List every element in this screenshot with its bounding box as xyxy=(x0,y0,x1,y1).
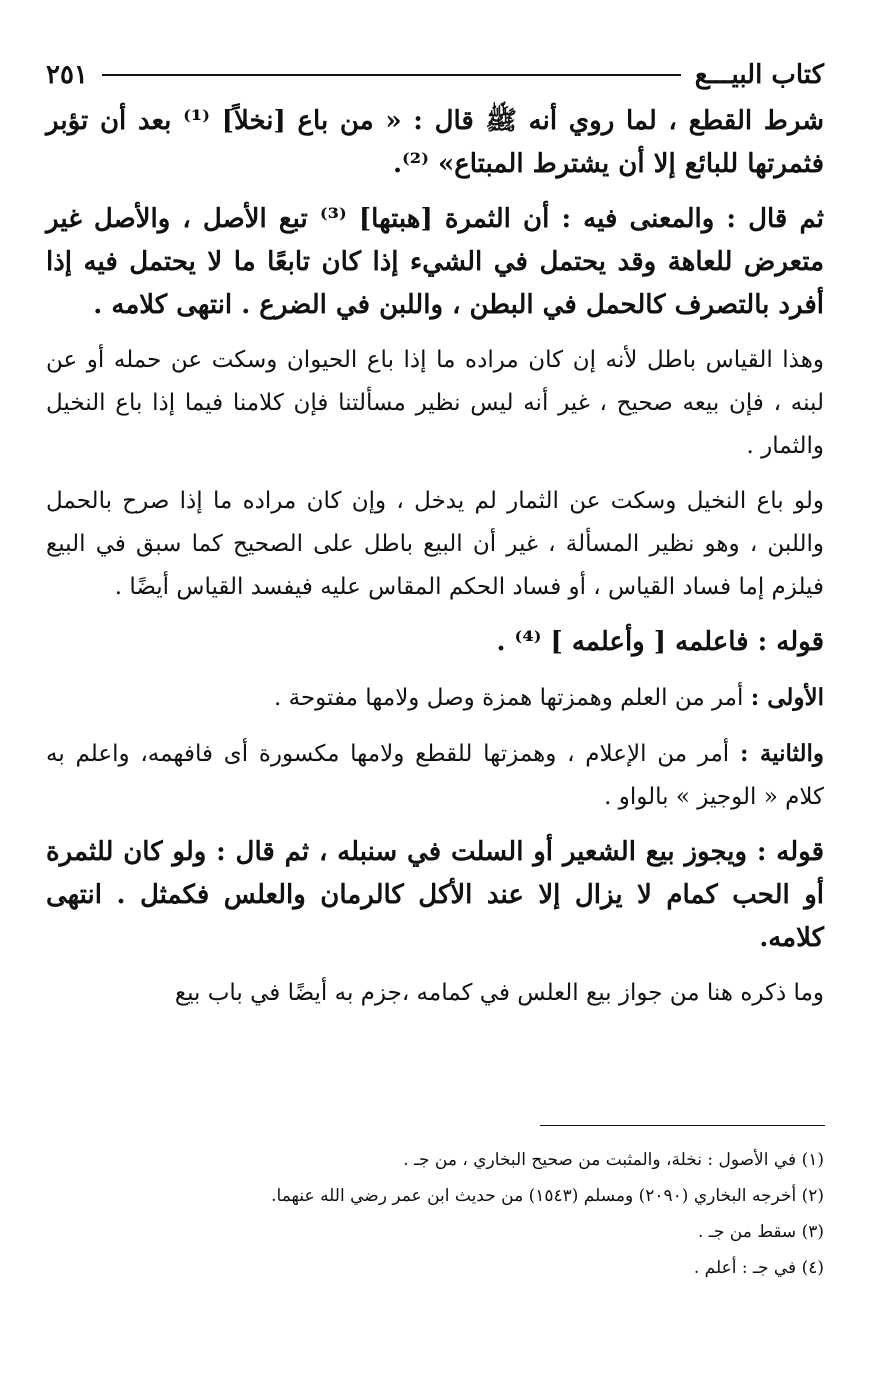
book-page xyxy=(46,52,824,1027)
paragraph-4: ولو باع النخيل وسكت عن الثمار لم يدخل ، وإن كان مراده ما إذا صرح بالحمل واللبن ، وهو نظير المسألة ، غير أن البيع باطل على الصحيح كما سبق في البيع فيلزم إما فساد القياس ، أو فساد الحكم المقاس عليه فيفسد القياس أيضًا . xyxy=(46,488,824,600)
term-label: الأولى : xyxy=(750,684,824,711)
chapter-title: كتاب البيـــع xyxy=(694,60,824,90)
page-number: ٢٥١ xyxy=(46,60,88,90)
paragraph-7: والثانية : أمر من الإعلام ، وهمزتها للقطع ولامها مكسورة أى فافهمه، واعلم به كلام « الوجيز » بالواو . xyxy=(46,740,825,810)
paragraph-1: شرط القطع ، لما روي أنه ﷺ قال : « من باع [نخلاً] ⁽¹⁾ بعد أن تؤبر فثمرتها للبائع إلا أن يشترط المبتاع» ⁽²⁾. xyxy=(46,106,824,179)
paragraph-6: الأولى : أمر من العلم وهمزتها همزة وصل ولامها مفتوحة . xyxy=(274,684,824,711)
paragraph-8: قوله : ويجوز بيع الشعير أو السلت في سنبله ، ثم قال : ولو كان للثمرة أو الحب كمام لا يزال إلا عند الأكل كالرمان والعلس فكمثل . انتهى كلامه. xyxy=(46,837,824,953)
footnote-4: (٤) في جـ : أعلم . xyxy=(693,1258,824,1278)
term-label: والثانية : xyxy=(739,740,825,767)
running-header xyxy=(46,52,824,98)
footnote-2: (٢) أخرجه البخاري (٢٠٩٠) ومسلم (١٥٤٣) من حديث ابن عمر رضي الله عنهما. xyxy=(271,1186,824,1206)
paragraph-3: وهذا القياس باطل لأنه إن كان مراده ما إذا باع الحيوان وسكت عن حمله أو عن لبنه ، فإن بيعه صحيح ، غير أنه ليس نظير مسألتنا فإن كلامنا فيما إذا باع النخيل والثمار . xyxy=(46,347,824,459)
paragraph-2: ثم قال : والمعنى فيه : أن الثمرة [هبتها] ⁽³⁾ تبع الأصل ، والأصل غير متعرض للعاهة وقد يحتمل في الشيء إذا كان تابعًا ما لا يحتمل فيه إذا أفرد بالتصرف كالحمل في البطن ، واللبن في الضرع . انتهى كلامه . xyxy=(46,204,825,320)
footnote-3: (٣) سقط من جـ . xyxy=(698,1222,824,1242)
paragraph-9: وما ذكره هنا من جواز بيع العلس في كمامه ،جزم به أيضًا في باب بيع xyxy=(174,980,824,1006)
body-text xyxy=(46,100,824,1015)
paragraph-5: قوله : فاعلمه [ وأعلمه ] ⁽⁴⁾ . xyxy=(496,627,824,657)
header-rule xyxy=(102,74,681,76)
footnote-1: (١) في الأصول : نخلة، والمثبت من صحيح البخاري ، من جـ . xyxy=(403,1150,824,1170)
footnotes xyxy=(46,1142,824,1286)
footnote-divider xyxy=(540,1125,825,1126)
